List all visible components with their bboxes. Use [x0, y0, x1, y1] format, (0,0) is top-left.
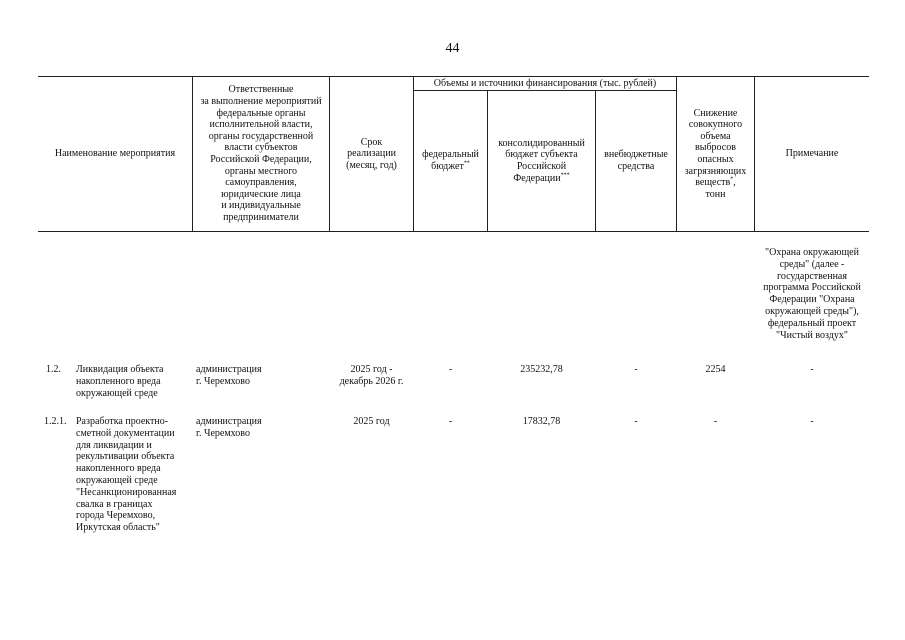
row-responsible: администрация г. Черемхово	[196, 364, 262, 387]
header-bottom-border	[38, 231, 869, 232]
row-reduction: 2254	[705, 364, 726, 375]
header-financing-group: Объемы и источники финансирования (тыс. рублей)	[433, 77, 657, 89]
row-note: -	[810, 416, 814, 427]
header-note: Примечание	[785, 148, 839, 160]
row-number: 1.2.	[46, 364, 61, 375]
row-regional: 17832,78	[522, 416, 561, 427]
row-federal: -	[448, 364, 453, 375]
row-name: Разработка проектно- сметной документации для ликвидации и рекультивации объекта накопленного вреда окружающей среде "Несанкционированная свалка в границах города Черемхово, Иркутская область"	[76, 416, 177, 534]
header-federal-budget: федеральный бюджет**	[422, 149, 479, 172]
row-federal: -	[448, 416, 453, 427]
header-extrabudget: внебюджетные средства	[604, 149, 668, 172]
row-regional: 235232,78	[520, 364, 563, 375]
header-responsible: Ответственные за выполнение мероприятий федеральные органы исполнительной власти, органы государственной власти субъектов Российской Федерации, органы местного самоуправления, юридические лица и индивидуальные предприниматели	[200, 84, 322, 223]
header-term: Срок реализации (месяц, год)	[346, 136, 397, 171]
continuation-note: "Охрана окружающей среды" (далее - государственная программа Российской Федерации "Охрана окружающей среды"), федеральный проект "Чистый воздух"	[763, 247, 861, 341]
row-term: 2025 год - декабрь 2026 г.	[339, 364, 404, 387]
row-extrabudget: -	[634, 364, 638, 375]
page-number: 44	[445, 41, 460, 56]
header-name: Наименование мероприятия	[54, 148, 176, 160]
header-regional-budget: консолидированный бюджет субъекта Российской Федерации***	[498, 137, 585, 184]
row-reduction: -	[713, 416, 718, 427]
row-name: Ликвидация объекта накопленного вреда окружающей среде	[76, 364, 164, 399]
row-responsible: администрация г. Черемхово	[196, 416, 262, 439]
row-term: 2025 год	[353, 416, 390, 427]
row-note: -	[810, 364, 814, 375]
header-emission-reduction: Снижение совокупного объема выбросов опасных загрязняющих веществ*, тонн	[684, 107, 747, 200]
row-extrabudget: -	[634, 416, 638, 427]
row-number: 1.2.1.	[44, 416, 67, 427]
